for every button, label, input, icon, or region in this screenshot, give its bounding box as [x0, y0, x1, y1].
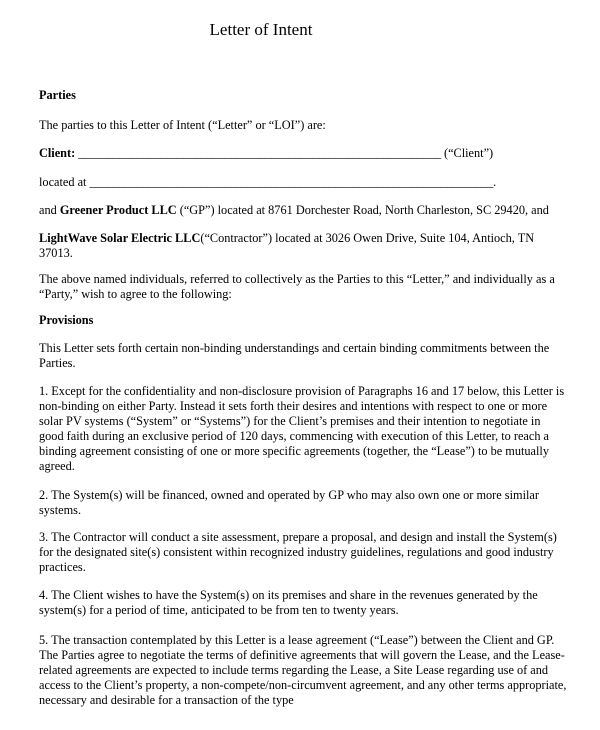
provision-item-5: 5. The transaction contemplated by this Letter is a lease agreement (“Lease”) between the Client and GP. The Parties agree to negotiate the terms of definitive agreements that will govern the Lease, and the Lease-related agreements are expected to include terms regarding the Lease, a Site Lease regarding use of and access to the Client’s property, a non-compete/non-circumvent agreement, and any other terms appropriate, necessary and desirable for a transaction of the type	[39, 633, 567, 707]
provision-item-1: 1. Except for the confidentiality and non-disclosure provision of Paragraphs 16 and 17 below, this Letter is non-binding on either Party. Instead it sets forth their desires and intentions with respect to one or more solar PV systems (“System” or “Systems”) for the Client’s premises and their intention to negotiate in good faith during an exclusive period of 120 days, commencing with execution of this Letter, to reach a binding agreement consisting of one or more specific agreements (together, the “Lease”) to be mutually agreed.	[39, 384, 565, 473]
client-blank: ______________________________________________________________	[78, 146, 441, 160]
located-line	[39, 175, 567, 190]
lightwave-line	[39, 231, 567, 261]
lightwave-name: LightWave Solar Electric LLC	[39, 231, 201, 245]
lightwave-rest: (“Contractor”) located at 3026 Owen Drive, Suite 104, Antioch, TN 37013.	[39, 231, 535, 260]
provisions-intro: This Letter sets forth certain non-binding understandings and certain binding commitments between the Parties.	[39, 341, 550, 370]
above-named-paragraph: The above named individuals, referred to collectively as the Parties to this “Letter,” and individually as a “Party,” wish to agree to the following:	[39, 272, 555, 301]
provision-item-3: 3. The Contractor will conduct a site assessment, prepare a proposal, and design and install the System(s) for the designated site(s) consistent within recognized industry guidelines, regulations and good industry practices.	[39, 530, 557, 574]
parties-intro: The parties to this Letter of Intent (“Letter” or “LOI”) are:	[39, 118, 326, 132]
document-title: Letter of Intent	[209, 20, 313, 39]
client-label: Client:	[39, 146, 76, 160]
located-label: located at	[39, 175, 87, 189]
located-blank: _____________________________________________________________________.	[89, 175, 496, 189]
provision-item-4: 4. The Client wishes to have the System(s) on its premises and share in the revenues generated by the system(s) for a period of time, anticipated to be from ten to twenty years.	[39, 588, 538, 617]
client-line	[39, 146, 567, 161]
provisions-heading: Provisions	[39, 313, 94, 327]
parties-heading: Parties	[39, 88, 76, 102]
greener-prefix: and	[39, 203, 57, 217]
greener-rest: (“GP”) located at 8761 Dorchester Road, North Charleston, SC 29420, and	[179, 203, 549, 217]
greener-line	[39, 203, 567, 218]
provision-item-2: 2. The System(s) will be financed, owned and operated by GP who may also own one or more similar systems.	[39, 488, 539, 517]
client-suffix: (“Client”)	[443, 146, 494, 160]
greener-name: Greener Product LLC	[59, 203, 177, 217]
